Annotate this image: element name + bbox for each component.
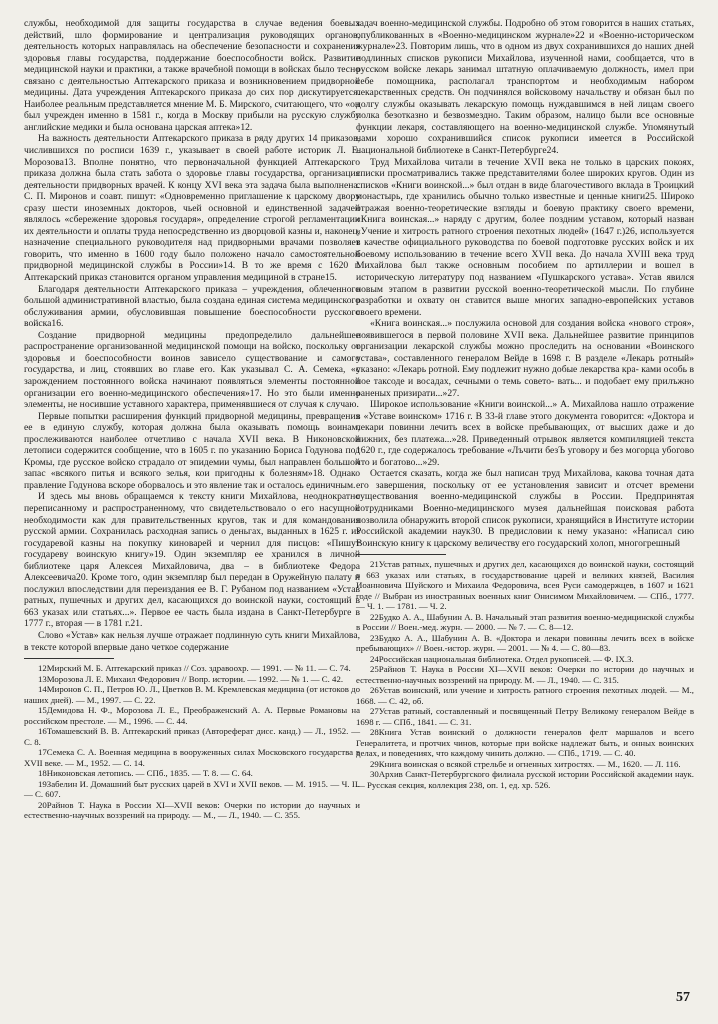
footnote: 26Устав воинский, или учение и хитрость ратного строения пехотных людей. — М., 1668. — С. 42, об. [356,685,694,706]
paragraph: задач военно-медицинской службы. Подробно об этом говорится в наших статьях, опубликованных в «Военно-медицинском журнале»22 и «Военно-историческом журнале»23. Повторим лишь, что в одном из двух сохранившихся до наших дней подлинных списков рукописи Михайлова, изученной нами, сообщается, что в русском войске лекарь занимал штатную оплачиваемую должность, имел при себе помощника, располагал транспортом и необходимым набором лекарственных средств. Он подчинялся войсковому начальству и обязан был по долгу службы оказывать лекарскую помощь нуждавшимся в ней лицам своего полка безотказно и безвозмездно. Таким образом, налицо были все основные функции лекаря, составляющего на военно-медицинской службе. Упомянутый нами хорошо сохранившийся список рукописи имеется в Российской национальной библиотеке в Санкт-Петербурге24. [356,18,694,157]
paragraph: Труд Михайлова читали в течение XVII века не только в царских покоях, списки просматривались также представителями более широких кругов. Один из списков «Книги воинской...» был отдан в виде благочестивого вклада в Троицкий монастырь, где хранились обычно только известные и ценные книги25. Широко отражая военно-теоретические взгляды и боевую практику своего времени, «Книга воинская...» наряду с другим, более поздним уставом, который назван «Учение и хитрость ратного строения пехотных людей» (1647 г.)26, используется в качестве официального руководства по боевой подготовке русских войск и их боевому использованию в течение всего XVII века. До начала XVIII века труд Михайлова был также основным пособием по артиллерии и вошел в историческую литературу под названием «Пушкарского устава». Устав явился новым этапом в развитии русской военно-теоретической мысли. По глубине разработки и охвату он ставится выше многих западно-европейских уставов своего времени. [356,156,694,318]
paragraph: И здесь мы вновь обращаемся к тексту книги Михайлова, неоднократно переписанному и распространенному, что свидетельствовало о его насущной необходимости как для правительственных кругов, так и для командования русской армии. Сохранилась расходная запись о деньгах, выданных в 1625 г. из государевой казны на покупку киноварей и чернил для писцов: «Пишут государеву воинскую книгу»19. Один экземпляр ее хранился в личной библиотеке царя Алексея Михайловича, два – в библиотеке Федора Алексеевича20. Кроме того, один экземпляр был передан в Оружейную палату и послужил впоследствии для переиздания ее В. Г. Рубаном под названием «Устав ратных, пушечных и других дел, касающихся до воинской науки, состоящий в 663 указах или статьях...». Первое ее часть была издана в Санкт-Петербурге в 1777 г., вторая — в 1781 г.21. [24,491,360,630]
paragraph: Слово «Устав» как нельзя лучше отражает подлинную суть книги Михайлова, в тексте которой впервые дано четкое содержание [24,629,360,653]
left-footnotes [24,663,360,821]
left-body-text [24,18,360,653]
footnote: 15Демидова Н. Ф., Морозова Л. Е., Преображенский А. А. Первые Романовы на российском престоле. — М., 1996. — С. 44. [24,705,360,726]
paragraph: Создание придворной медицины предопределило дальнейшее распространение организованной медицинской помощи на войско, поскольку от здоровья и боеспособности воинов зависело существование и самого государства, и лиц, стоявших во главе его. Как указывал С. А. Семека, «с зарождением постоянного войска начинают появляться элементы постоянной организации его военно-медицинского обеспечения»17. Но это были именно элементы, не носившие уставного характера, применявшиеся от случая к случаю. [24,329,360,411]
footnote: 21Устав ратных, пушечных и других дел, касающихся до воинской науки, состоящий в 663 указах или статьях, в государствование царей и великих князей, Василия Иоанновича Шуйского и Михаила Федоровича, всея Руси самодержцев, в 1607 и 1621 годе // Выбран из иностранных военных книг Онисимом Михайловичем. — СПб., 1777. — Ч. 1. — 1781. — Ч. 2. [356,559,694,612]
right-column [356,18,694,790]
footnote: 14Миронов С. П., Петров Ю. Л., Цветков В. М. Кремлевская медицина (от истоков до наших дней). — М., 1997. — С. 22. [24,684,360,705]
paragraph: «Книга воинская...» послужила основой для создания войска «нового строя», появившегося в первой половине XVII века. Дальнейшее развитие принципов организации лекарской службы можно проследить на основании «Воинского устава», составленного генералом Вейде в 1698 г. В разделе «Лекарь ротный» указано: «Лекарь ротной. Ему подлежит нужно добые лекарства кра- ками особь в пое таксоде и восадах, сечными о темь совето- вать... и подобает ему прилъжно раненых призирати...»27. [356,318,694,399]
footnote: 30Архив Санкт-Петербургского филиала русской истории Российской академии наук. — Русская секция, коллекция 238, оп. 1, ед. хр. 526. [356,769,694,790]
footnote: 18Никоновская летопись. — СПб., 1835. — Т. 8. — С. 64. [38,768,253,779]
footnote: 12Мирский М. Б. Аптекарский приказ // Соз. здравоохр. — 1991. — № 11. — С. 74. [38,663,351,674]
footnote: 17Семека С. А. Военная медицина в вооруженных силах Московского государства в XVII веке. — М., 1952. — С. 14. [24,747,360,768]
right-footnotes [356,559,694,790]
footnote: 28Книга Устав воинский о должности генералов фелт маршалов и всего Генералитета, и протчих чинов, которые при войске надлежат быть, и онных воинских делах, и поведениях, что каждому чинить должно. — СПб., 1719. — С. 40. [356,727,694,759]
footnote: 27Устав ратный, составленный и посвященный Петру Великому генералом Вейде в 1698 г. — СПб., 1841. — С. 31. [356,706,694,727]
paragraph: Благодаря деятельности Аптекарского приказа – учреждения, облеченного большой административной властью, была создана единая система медицинского обслуживания армии, обусловившая повышение боеспособности русского войска16. [24,283,360,330]
footnote: 22Будко А. А., Шабунин А. В. Начальный этап развития военно-медицинской службы в России // Воен.-мед. журн. — 2000. — № 7. — С. 8—12. [356,611,694,633]
page-number: 57 [676,990,690,1005]
paragraph: Первые попытки расширения функций придворной медицины, превращения ее в единую службу, которая должна была оказывать помощь воинам, прослеживаются наиболее отчетливо с начала XVII века. В Никоновской летописи содержится сообщение, что в 1605 г. по указанию Бориса Годунова под Кромы, где русское войско страдало от эпидемии чумы, был направлен большой запас «всякого питья и всякого зелья, кои пригодны к болезням»18. Однако правление Годунова вскоре оборвалось и это явление так и осталось единичным. [24,410,360,491]
footnote: 20Райнов Т. Наука в России XI—XVII веков: Очерки по истории до научных и естественно-научных воззрений на природу. — М., — Л., 1940. — С. 355. [24,799,360,821]
footnote: 29Книга воинская о всякой стрельбе и огненных хитростях. — М., 1620. — Л. 116. [370,758,681,769]
footnote: 13Морозова Л. Е. Михаил Федорович // Вопр. истории. — 1992. — № 1. — С. 42. [38,673,344,684]
left-column [24,18,360,821]
paragraph: Остается сказать, когда же был написан труд Михайлова, какова точная дата его завершения, поскольку от ее установления зависит и отсчет времени существования военно-медицинской службы в России. Предпринятая сотрудниками Военно-медицинского музея дальнейшая поисковая работа позволила обнаружить второй список рукописи, хранящийся в Институте истории Российской академии наук30. В предисловии к нему указано: «Написал сию Воинскую книгу к царскому величеству его государский холоп, многогрешный [356,468,694,549]
paragraph: На важность деятельности Аптекарского приказа в ряду других 14 приказов, числившихся по росписи 1639 г., указывает в своей работе историк Л. Е. Морозова13. Вполне понятно, что первоначальной функцией Аптекарского приказа должна была стать забота о здоровье главы государства, организация деятельности придворных врачей. К концу XVI века эта задача была выполнена. С. П. Миронов и соавт. пишут: «Одновременно приглашение к царскому двору сразу шести иноземных докторов, чьей основной и единственной задачей являлось «сбережение здоровья государя», определение строгой регламентации их деятельности и оплаты труда непосредственно из дворцовой казны и, наконец, назначение специального руководителя над придворными врачами позволяет говорить, что именно в 1600 году было положено начало самостоятельной придворной медицинской службы в России»14. В то же время с 1620 г. Аптекарский приказ становится органом управления медициной в стране15. [24,133,360,284]
footnote: 25Райнов Т. Наука в России XI—XVII веков: Очерки по истории до научных и естественно-научных воззрений на природу. М. — Л., 1940. — С. 315. [356,664,694,685]
footnote: 23Будко А. А., Шабунин А. В. «Доктора и лекари повинны лечить всех в войске пребывающих» // Воен.-истор. журн. — 2001. — № 4. — С. 80—83. [356,632,694,654]
paragraph: Широкое использование «Книги воинской...» А. Михайлова нашло отражение в «Уставе воинском» 1716 г. В 33-й главе этого документа говорится: «Доктора и лекари повинни лечить всех в войске пребывающих, от высших даже и до нижних, без платежа...»28. Приведенный отрывок является компиляцией текста 1620 г., где содержалось требование «Лъчити безЪ уговору и без могорца убогово что и богатово...»29. [356,399,694,468]
footnote: 16Томашевский В. В. Аптекарский приказ (Автореферат дисс. канд.) — Л., 1952. — С. 8. [24,726,360,747]
footnote: 24Российская национальная библиотека. Отдел рукописей. — Ф. IX.3. [370,653,634,664]
footnote: 19Забелин И. Домашний быт русских царей в XVI и XVII веков. — М. 1915. — Ч. II. — С. 607. [24,778,360,800]
footnote-divider [24,658,114,659]
paragraph: службы, необходимой для защиты государства в случае ведения боевых действий, шло формирование и централизация руководящих органов, деятельность которых направлялась на обеспечение безопасности и сохранения здоровья главы государства, поддержание боеспособности войск. Развитие медицинской науки и практики, а также врачебной помощи в войсках было тесно связано с деятельностью Аптекарского приказа и возникновением придворной медицины. Дата учреждения Аптекарского приказа до сих пор дискутируется. Наиболее реальным представляется мнение М. Б. Мирского, считающего, что «он был учрежден именно в 1581 г., когда в Москву прибыли на русскую службу английские медики и была основана царская аптека»12. [24,18,360,133]
right-body-text [356,18,694,549]
footnote-divider [356,554,446,555]
